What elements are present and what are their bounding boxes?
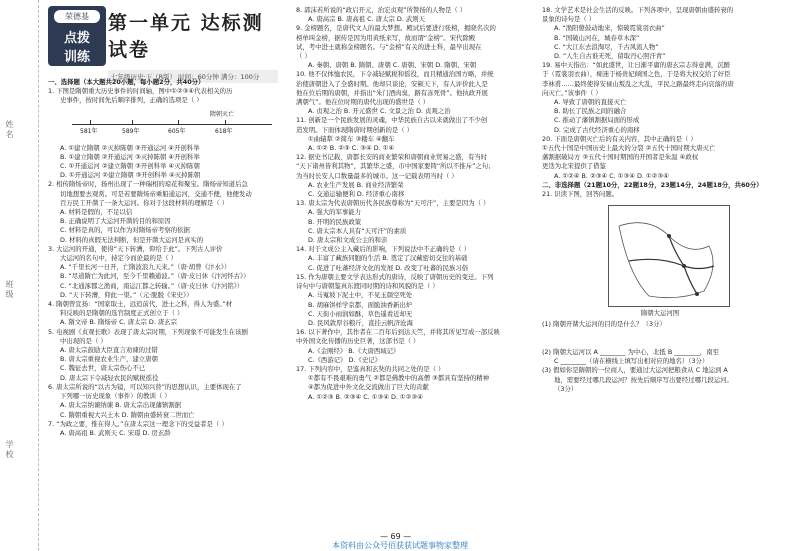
- text-line: C. 隋朝重视大兴土木 D. 隋朝由盛转衰二世而亡: [60, 410, 195, 419]
- text-line: 20. 下面是唐朝灭亡后的有关内容，其中正确的是（ ）: [542, 134, 697, 143]
- text-line: 他在位后期的唐朝，并指出“朱门酒肉臭，路有冻死骨”。他执政开展: [296, 88, 488, 97]
- text-line: A. 马嵬坡下泥土中，不见玉颜空死处: [308, 291, 413, 300]
- text-line: A. 唐高祖 B. 武则天 C. 宋璟 D. 房玄龄: [60, 428, 171, 437]
- footer-note: 本资料由公众号佰获获试题事物家整理: [332, 541, 468, 550]
- text-line: 治使唐朝进入了全盛时期。他却只谈论，安顿天下，有人评价此人是: [296, 79, 488, 88]
- text-line: C. 唐太宗本人具有“天可汗”的素质: [308, 226, 407, 235]
- text-line: 下列哪一历史现象（事件）的教训（ ）: [60, 392, 171, 401]
- text-line: A.《金刚经》 B.《大唐西域记》: [308, 346, 400, 355]
- text-line: 4. 隋朝曾宣扬：“国家取士，远追前代，进士之科，得人为盛。”材: [48, 300, 233, 309]
- text-line: 一、选择题（本大题共20小题，每小题2分，共40分）: [48, 78, 205, 86]
- text-line: C. 交通运输便利 D. 经济重心南移: [308, 190, 405, 199]
- timeline-year: 589年: [122, 127, 140, 135]
- text-line: C. ①开通运河 ②建立隋朝 ③开创科举 ④灭掉陈朝: [60, 162, 200, 171]
- text-line: （ ）: [296, 52, 311, 61]
- text-line: A. 唐太宗纳谏纳谏 B. 唐太宗出现藩镇割据: [60, 401, 182, 410]
- text-line: A. 强大的军事能力: [308, 208, 362, 217]
- text-line: 17. 下列内容中，是鉴真和玄奘的共同之处的是（ ）: [296, 364, 445, 373]
- text-line: 7. “为政之要，惟在得人。”在唐太宗这一理念下的受益者是（ ）: [48, 419, 228, 428]
- text-line: D. 民风敦厚谷粮斤，直挂云帆济沧海: [308, 318, 413, 327]
- text-line: B. 助长了民族之间的融合: [554, 107, 627, 116]
- text-line: 2. 相传隋炀帝时，扬州出现了一种瑞相的琼花和聚宝。隋炀帝知道后急: [48, 180, 248, 189]
- text-line: 史事件，按时间先后顺序排列，正确的选项是（ ）: [60, 96, 203, 105]
- text-line: B. “尽道隋亡为此河，至今千里赖通波。”（唐·皮日休《汴河怀古》）: [60, 272, 250, 281]
- text-line: B. 正确说明了大运河开凿的目的和原因: [60, 217, 171, 226]
- text-line: 向灭亡。”该事件（ ）: [542, 88, 602, 97]
- text-line: 6. 唐太宗所说的“以古为镜，可以知兴替”的思想认识，主要体现在了: [48, 382, 242, 391]
- text-line: 满朝气”。他在位时期的唐代出现的盛世是（ ）: [296, 98, 430, 107]
- text-line: 二、非选择题（21题10分，22题18分，23题14分，24题18分，共60分）: [542, 180, 763, 189]
- text-line: B. 唐太宗重视农业生产，建立唐朝: [60, 355, 158, 364]
- text-line: （3分）: [554, 384, 578, 393]
- brand-logo: [48, 6, 106, 66]
- text-line: 景象的诗句是（ ）: [542, 15, 596, 24]
- timeline-figure: [60, 108, 278, 142]
- page-title: 第一单元 达标测试卷: [108, 12, 264, 61]
- text-line: 为当时长安人口数量最多的城市。这一记载表明当时（ ）: [296, 171, 458, 180]
- text-line: D. “人生自古谁无死，留取丹心照汗青”: [554, 52, 666, 61]
- text-line: (2) 隋朝大运河以 A ________ 为中心，北抵 B ________，南至: [542, 348, 719, 357]
- text-line: B. 开明的民族政策: [308, 217, 362, 226]
- column-2: [296, 6, 526, 402]
- text-line: A. ①②④ B. ②③④ C. ①③④ D. ①②③④: [554, 171, 669, 180]
- text-line: A. 贞观之治 B. 开元盛世 C. 文景之治 D. 贞观之治: [308, 107, 451, 116]
- text-line: D. 唐太宗和文成公主的和亲: [308, 236, 388, 245]
- text-line: 百万民工开凿了一条大运河。你对于这段材料的理解是（ ）: [60, 198, 229, 207]
- gutter-label-class: 班级: [5, 280, 14, 300]
- gutter-label-school: 学校: [5, 440, 14, 460]
- text-line: 21. 识读下图，回答问题。: [542, 190, 619, 199]
- text-line: C. “大江东去浪淘尽，千古风流人物”: [554, 42, 659, 51]
- binding-gutter: [0, 0, 39, 551]
- text-line: 中外国文化传播的历史巨著，这部书是（ ）: [296, 337, 420, 346]
- column-1: [48, 78, 278, 438]
- text-line: 18. 文学艺术是社会生活的反映。下列各项中，呈现唐朝由盛转衰的: [542, 6, 734, 14]
- text-line: 11. 创新是一个民族发展的灵魂，中华民族自古以来就做出了不少创: [296, 116, 488, 125]
- text-line: 中出现的是（ ）: [60, 336, 107, 345]
- text-line: (1) 隋朝开凿大运河的目的是什么？（3分）: [542, 320, 666, 329]
- text-line: “天下诸州皆利其物”，其繁华之盛，市中国家要铸“所以不推斥”之句；: [296, 162, 495, 171]
- text-line: D. “天下转漕，仰此一渠。”（元·脱脱《宋史》）: [60, 290, 193, 299]
- column-3: [542, 6, 778, 394]
- text-line: A. “渔阳鼙鼓动地来，惊破霓裳羽衣曲”: [554, 24, 665, 33]
- text-line: 14. 对于文成公主入藏后的影响，下列说法中不正确的是（ ）: [296, 245, 470, 254]
- text-line: B. ①建立隋朝 ②开通运河 ③灭掉陈朝 ④开创科举: [60, 152, 200, 161]
- brand-line1: 点拨: [63, 31, 90, 46]
- text-line: C. 魏征去世，唐太宗伤心不已: [60, 364, 146, 373]
- text-line: ④都为促进中外文化交流做出了巨大的贡献: [308, 383, 429, 392]
- text-line: 12. 据史书记载，唐都长安的商业繁荣和唐朝商业贸易之盛，有当时: [296, 153, 488, 162]
- text-line: A. 农业生产发展 B. 商业经济繁荣: [308, 180, 404, 189]
- text-line: 地，需要经过哪几段运河？按先后顺序写出要经过哪几段运河。: [554, 375, 733, 384]
- map-image: [609, 206, 729, 306]
- text-line: A. ①建立隋朝 ②灭掉陈朝 ③开通运河 ④开创科举: [60, 143, 200, 152]
- title-block: [108, 6, 278, 81]
- text-line: [542, 330, 778, 339]
- text-line: 8. 郭沫若所说的“政启开元，治宏贞观”所赞扬的人物是（ ）: [296, 6, 467, 14]
- text-line: 13. 唐太宗为代表唐朝历代各民族尊称为“天可汗”，主要是因为（ ）: [296, 199, 490, 208]
- text-line: ①都有不畏艰难的勇气 ②都是佛教中的高僧 ③都具有坚持的精神: [308, 374, 490, 383]
- text-line: D. ①开通运河 ②建立隋朝 ③开创科举 ④灭掉陈朝: [60, 171, 201, 180]
- text-line: 料反映的是隋朝的选官制度正式创立于（ ）: [60, 309, 184, 318]
- text-line: A. 秦朝、唐朝 B. 隋朝、唐朝 C. 唐朝、宋朝 D. 隋朝、宋朝: [308, 61, 477, 70]
- text-line: 榜单叫金榜，据传是因为用黄纸来写，故而谓“金榜”。宋代除殿: [296, 33, 476, 42]
- text-line: C. 促进了吐蕃经济文化的发展 D. 改变了吐蕃的民族习俗: [308, 263, 469, 272]
- text-line: 诗句中与唐朝鉴真东渡同时期的诗和风貌的是（ ）: [296, 282, 439, 291]
- text-line: ①曲辕犁 ②简车 ③耧车 ④翻车: [308, 134, 395, 143]
- brand-top: 荣德基: [54, 10, 100, 23]
- text-line: C. 材料是真的，可以作为对隋炀帝考察的依据: [60, 226, 190, 235]
- text-line: 1. 下图是隋朝重大历史事件的时间轴，图中①②③④代表相关的历: [48, 87, 233, 96]
- text-line: A. “千里长河一日开，亡隋波浪九天来。”（唐·胡曾《汴水》）: [60, 263, 231, 272]
- text-line: B. 胡麻饼样学京都，面脆油香新出炉: [308, 300, 413, 309]
- text-line: D. 唐太宗下令减轻农民的赋税徭役: [60, 373, 159, 382]
- text-line: 15. 作为唐朝主要文学表达形式的唐诗，反映了唐朝历史的变迁。下列: [296, 272, 494, 281]
- text-line: A. 唐高宗 B. 唐高祖 C. 唐太宗 D. 武则天: [308, 15, 426, 24]
- timeline-year: 618年: [215, 127, 233, 135]
- text-line: A. 唐太宗鼓励大臣直言劝谏的过错: [60, 346, 158, 355]
- text-line: C. “北通涿郡之渔商，南运江都之转输。”（唐·皮日休《汴河铭》）: [60, 281, 244, 290]
- text-line: A. 丰富了藏族同胞的生活 B. 奠定了汉藏密切交往的基础: [308, 254, 468, 263]
- grand-canal-map: [608, 205, 730, 307]
- timeline-label: 隋朝灭亡: [210, 110, 235, 118]
- text-line: 3. 大运河的开通，使得“天下转漕，仰给于此”。下列古人评价: [48, 244, 223, 253]
- text-line: [542, 339, 778, 348]
- text-line: D. 完成了古代经济重心的南移: [554, 125, 640, 134]
- text-line: 9. 金榜题名，是唐代文人的最大梦想。殿试后要进行张榜，揭晓名次的: [296, 24, 496, 33]
- text-line: 李林甫……最终使得安禄山叛乱之大乱，平民之路最终走向哀落的唐: [542, 79, 734, 88]
- text-line: A. 导致了唐朝的直接灭亡: [554, 98, 627, 107]
- map-caption: 隋朝大运河图: [640, 309, 680, 318]
- text-line: 更迭为北宋提供了借鉴: [542, 162, 606, 171]
- text-line: 16. 以下著作中，其作者在二百年后到达天竺，并将其所见写成一部反映: [296, 328, 500, 337]
- page-number: — 69 —: [380, 532, 412, 541]
- text-line: C. 推动了藩镇割据局面的形成: [554, 116, 640, 125]
- text-line: A. 隋文帝 B. 隋炀帝 C. 唐太宗 D. 唐玄宗: [60, 318, 178, 327]
- text-line: 切地想要去观赏。可是若要隋炀帝乘船通运河，交通不便，他便发动: [60, 189, 252, 198]
- text-line: B. “国破山河在，城春草木深”: [554, 33, 640, 42]
- text-line: (3) 假如你是隋朝的一位商人，要通过大运河把粮食从 C 地运到 A: [542, 366, 728, 375]
- timeline-year: 581年: [80, 127, 98, 135]
- text-line: A. 材料是假的，不足以信: [60, 208, 133, 217]
- page-subtitle: 七年级历史·下（R版） 时间：60分钟 满分：100分: [108, 70, 278, 83]
- text-line: 于（霓裳羽衣曲），痴迷于杨贵妃倾国之色，于是将大权交给了奸臣: [542, 70, 731, 79]
- text-line: D. 材料的真假无法判断，但是开凿大运河是真实的: [60, 235, 204, 244]
- text-line: C. 天街小雨润如酥，草色遥看近却无: [308, 309, 413, 318]
- text-line: 造发明。下面体现隋唐时期创新的是（ ）: [296, 125, 414, 134]
- text-line: C ________（请在横线上填写出相对应的地名）（3分）: [554, 357, 709, 366]
- text-line: 藩割据破局方 ③五代十国时期国的开国者是朱温 ④政权: [542, 153, 699, 162]
- timeline-year: 605年: [168, 127, 186, 135]
- text-line: A. ①②③ B. ②③④ C. ①③④ D. ①②③④: [308, 392, 423, 401]
- brand-line2: 训练: [63, 50, 90, 65]
- text-line: 10. 他不仅体恤农民，下令减轻赋税和徭役，而且精通治国方略，并统: [296, 70, 494, 79]
- text-line: 大运河的名句中，持定今而论最的是（ ）: [60, 254, 178, 263]
- text-line: C.《西游记》 D.《史记》: [308, 355, 381, 364]
- text-line: 5. 电视剧《贞观长歌》表现了唐太宗时期，下列现象不可能发生在该剧: [48, 327, 248, 336]
- text-line: 试，考中进士就称金榜题名。与“金榜”有关的进士科，最早出现在: [296, 42, 482, 51]
- text-line: 19. 易中天指出：“如此盛世，让日渐平庸的唐玄宗志得意满，沉醉: [542, 61, 731, 70]
- gutter-label-name: 姓名: [5, 120, 14, 140]
- text-line: ①五代十国是中国历史上最大的分裂 ②五代十国时期大唐灭亡: [542, 144, 716, 153]
- text-line: A. ①② B. ②③ C. ③④ D. ①④: [308, 144, 395, 153]
